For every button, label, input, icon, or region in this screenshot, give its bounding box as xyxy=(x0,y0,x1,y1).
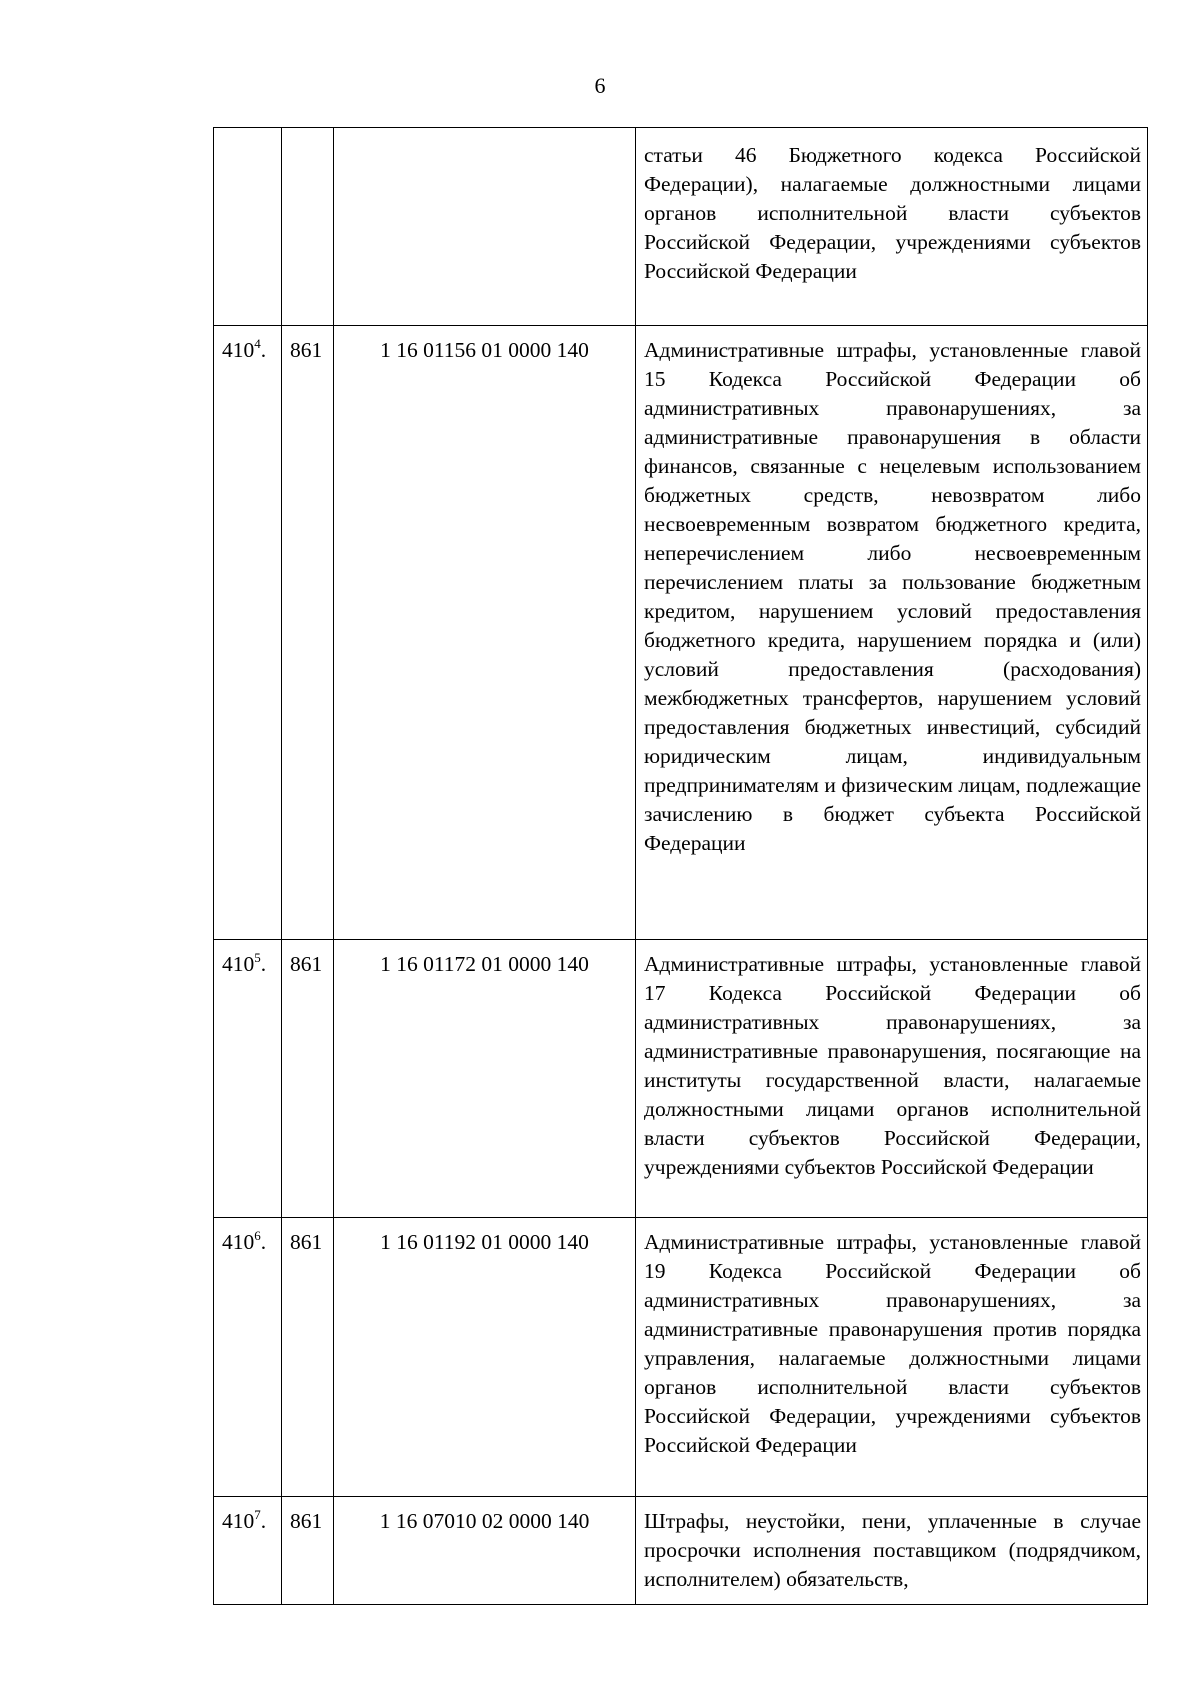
row-number-superscript: 5 xyxy=(254,949,261,965)
row-number: 410 xyxy=(222,338,255,362)
row-number-cell xyxy=(214,940,282,1218)
admin-code-cell: 861 xyxy=(282,1218,334,1497)
row-number-cell xyxy=(214,1497,282,1605)
row-number: 410 xyxy=(222,1230,255,1254)
table-row xyxy=(214,940,1148,1218)
table-row xyxy=(214,1497,1148,1605)
table-row xyxy=(214,128,1148,326)
table-row xyxy=(214,326,1148,940)
page-number: 6 xyxy=(594,73,606,98)
table-row xyxy=(214,1218,1148,1497)
description-cell: Административные штрафы, установленные главой 15 Кодекса Российской Федерации об административных правонарушениях, за административные правонарушения в области финансов, связанные с нецелевым использованием бюджетных средств, невозвратом либо несвоевременным возвратом бюджетного кредита, неперечислением либо несвоевременным перечислением платы за пользование бюджетным кредитом, нарушением условий предоставления бюджетного кредита, нарушением порядка и (или) условий предоставления (расходования) межбюджетных трансфертов, нарушением условий предоставления бюджетных инвестиций, субсидий юридическим лицам, индивидуальным предпринимателям и физическим лицам, подлежащие зачислению в бюджет субъекта Российской Федерации xyxy=(636,326,1148,940)
admin-code-cell xyxy=(282,128,334,326)
description-cell: Административные штрафы, установленные главой 17 Кодекса Российской Федерации об административных правонарушениях, за административные правонарушения, посягающие на институты государственной власти, налагаемые должностными лицами органов исполнительной власти субъектов Российской Федерации, учреждениями субъектов Российской Федерации xyxy=(636,940,1148,1218)
row-number: 410 xyxy=(222,1509,255,1533)
admin-code-cell: 861 xyxy=(282,1497,334,1605)
row-number-cell xyxy=(214,128,282,326)
kbk-code-cell: 1 16 07010 02 0000 140 xyxy=(334,1497,636,1605)
row-number-dot: . xyxy=(260,952,267,976)
description-cell: Штрафы, неустойки, пени, уплаченные в случае просрочки исполнения поставщиком (подрядчиком, исполнителем) обязательств, xyxy=(636,1497,1148,1605)
admin-code-cell: 861 xyxy=(282,326,334,940)
description-cell: статьи 46 Бюджетного кодекса Российской Федерации), налагаемые должностными лицами органов исполнительной власти субъектов Российской Федерации, учреждениями субъектов Российской Федерации xyxy=(636,128,1148,326)
row-number-superscript: 7 xyxy=(254,1506,261,1522)
row-number-superscript: 6 xyxy=(254,1227,261,1243)
row-number-superscript: 4 xyxy=(254,335,261,351)
kbk-code-cell xyxy=(334,128,636,326)
kbk-code-cell: 1 16 01172 01 0000 140 xyxy=(334,940,636,1218)
row-number-dot: . xyxy=(260,338,267,362)
row-number: 410 xyxy=(222,952,255,976)
kbk-code-cell: 1 16 01156 01 0000 140 xyxy=(334,326,636,940)
row-number-dot: . xyxy=(260,1230,267,1254)
revenue-codes-table xyxy=(213,127,1148,1605)
description-cell: Административные штрафы, установленные главой 19 Кодекса Российской Федерации об административных правонарушениях, за административные правонарушения против порядка управления, налагаемые должностными лицами органов исполнительной власти субъектов Российской Федерации, учреждениями субъектов Российской Федерации xyxy=(636,1218,1148,1497)
kbk-code-cell: 1 16 01192 01 0000 140 xyxy=(334,1218,636,1497)
admin-code-cell: 861 xyxy=(282,940,334,1218)
row-number-cell xyxy=(214,326,282,940)
row-number-cell xyxy=(214,1218,282,1497)
row-number-dot: . xyxy=(260,1509,267,1533)
